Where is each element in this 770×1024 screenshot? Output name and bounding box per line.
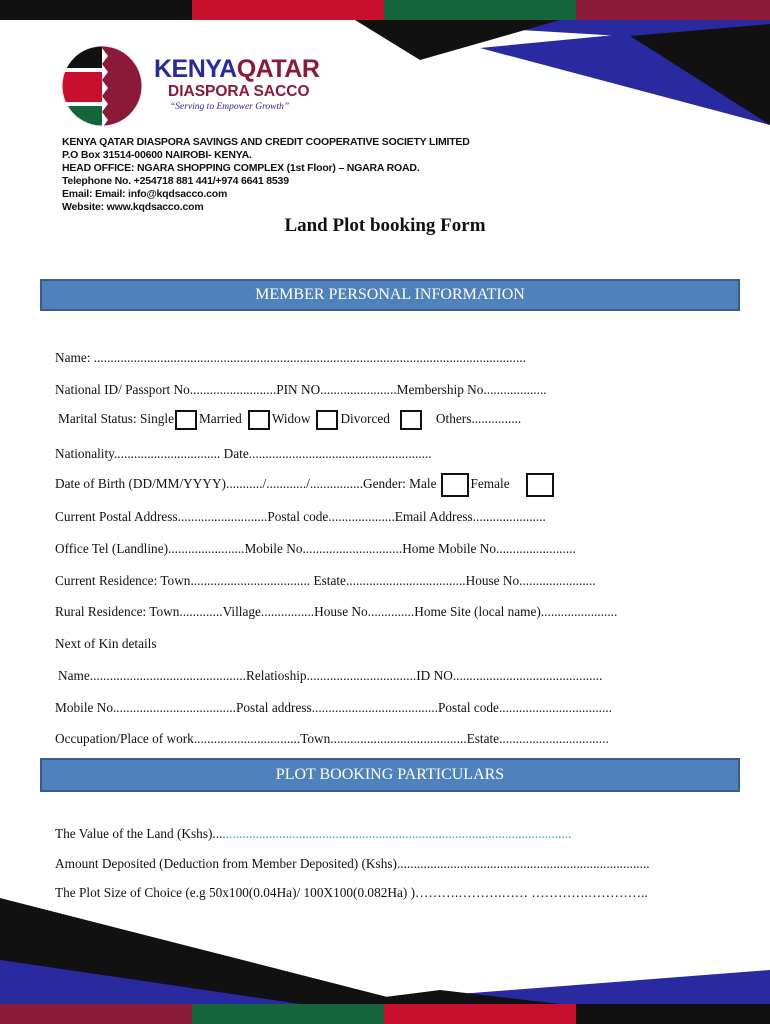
logo-slogan: “Serving to Empower Growth” — [170, 102, 290, 112]
bottom-bar-maroon — [0, 1004, 192, 1024]
next-of-kin-heading: Next of Kin details — [55, 636, 157, 651]
field-kin-name[interactable]: Name...............................................Relatioship.................................ID NO............................................. — [58, 668, 603, 683]
field-kin-mobile[interactable]: Mobile No.....................................Postal address......................................Postal code.................................. — [55, 700, 612, 715]
logo-qatar: QATAR — [236, 55, 320, 83]
org-telephone: Telephone No. +254718 881 441/+974 6641 8539 — [62, 175, 289, 187]
field-land-value[interactable] — [55, 826, 571, 842]
logo-subtitle: DIASPORA SACCO — [168, 83, 310, 100]
widow-label: Widow — [271, 411, 311, 427]
bottom-bar-green — [192, 1004, 384, 1024]
checkbox-single[interactable] — [175, 410, 197, 430]
divorced-label: Divorced — [340, 411, 390, 427]
marital-label: Marital Status: Single — [58, 411, 174, 427]
others-field[interactable]: Others............... — [435, 411, 522, 427]
field-nationality[interactable]: Nationality................................ Date....................................................... — [55, 446, 432, 461]
field-dob-gender — [55, 473, 556, 497]
field-plot-size[interactable]: The Plot Size of Choice (e.g 50x100(0.04Ha)/ 100X100(0.082Ha) )……….……….…… ………….………….. — [55, 885, 648, 900]
female-label: Female — [470, 476, 510, 492]
section-plot-banner: PLOT BOOKING PARTICULARS — [40, 758, 740, 792]
field-name[interactable]: Name: .................................................................................................................................. — [55, 350, 526, 365]
land-value-label: The Value of the Land (Kshs)... — [55, 826, 223, 841]
section-personal-banner: MEMBER PERSONAL INFORMATION — [40, 279, 740, 311]
land-value-dots[interactable]: ......................................................................................................... — [222, 826, 572, 841]
field-rural-residence[interactable]: Rural Residence: Town.............Village................House No..............Home Site (local name)....................... — [55, 604, 618, 619]
logo-title — [154, 55, 319, 84]
bottom-bar-black — [576, 1004, 770, 1024]
checkbox-male[interactable] — [441, 473, 469, 497]
field-postal-address[interactable]: Current Postal Address...........................Postal code....................Email Address...................... — [55, 509, 546, 524]
org-email: Email: Email: info@kqdsacco.com — [62, 188, 228, 200]
checkbox-married[interactable] — [248, 410, 270, 430]
field-marital-status — [58, 410, 521, 430]
dob-label[interactable]: Date of Birth (DD/MM/YYYY).........../............/................Gender: Male — [55, 476, 437, 492]
org-po-box: P.O Box 31514-00600 NAIROBI- KENYA. — [62, 149, 252, 161]
field-national-id[interactable]: National ID/ Passport No..........................PIN NO.......................Membership No................... — [55, 382, 547, 397]
field-occupation[interactable]: Occupation/Place of work................................Town.........................................Estate................................. — [55, 731, 609, 746]
bottom-bar-red — [384, 1004, 576, 1024]
field-amount-deposited[interactable]: Amount Deposited (Deduction from Member Deposited) (Kshs)............................................................................ — [55, 856, 650, 871]
checkbox-divorced[interactable] — [400, 410, 422, 430]
org-name: KENYA QATAR DIASPORA SAVINGS AND CREDIT COOPERATIVE SOCIETY LIMITED — [62, 136, 470, 148]
checkbox-widow[interactable] — [316, 410, 338, 430]
logo-kenya: KENYA — [154, 55, 237, 83]
field-office-tel[interactable]: Office Tel (Landline).......................Mobile No..............................Home Mobile No........................ — [55, 541, 576, 556]
sacco-logo-icon — [56, 44, 148, 128]
org-website: Website: www.kqdsacco.com — [62, 201, 204, 213]
form-title: Land Plot booking Form — [284, 215, 486, 236]
field-current-residence[interactable]: Current Residence: Town.................................... Estate....................................House No....................... — [55, 573, 596, 588]
married-label: Married — [198, 411, 242, 427]
org-head-office: HEAD OFFICE: NGARA SHOPPING COMPLEX (1st Floor) – NGARA ROAD. — [62, 162, 420, 174]
checkbox-female[interactable] — [526, 473, 554, 497]
